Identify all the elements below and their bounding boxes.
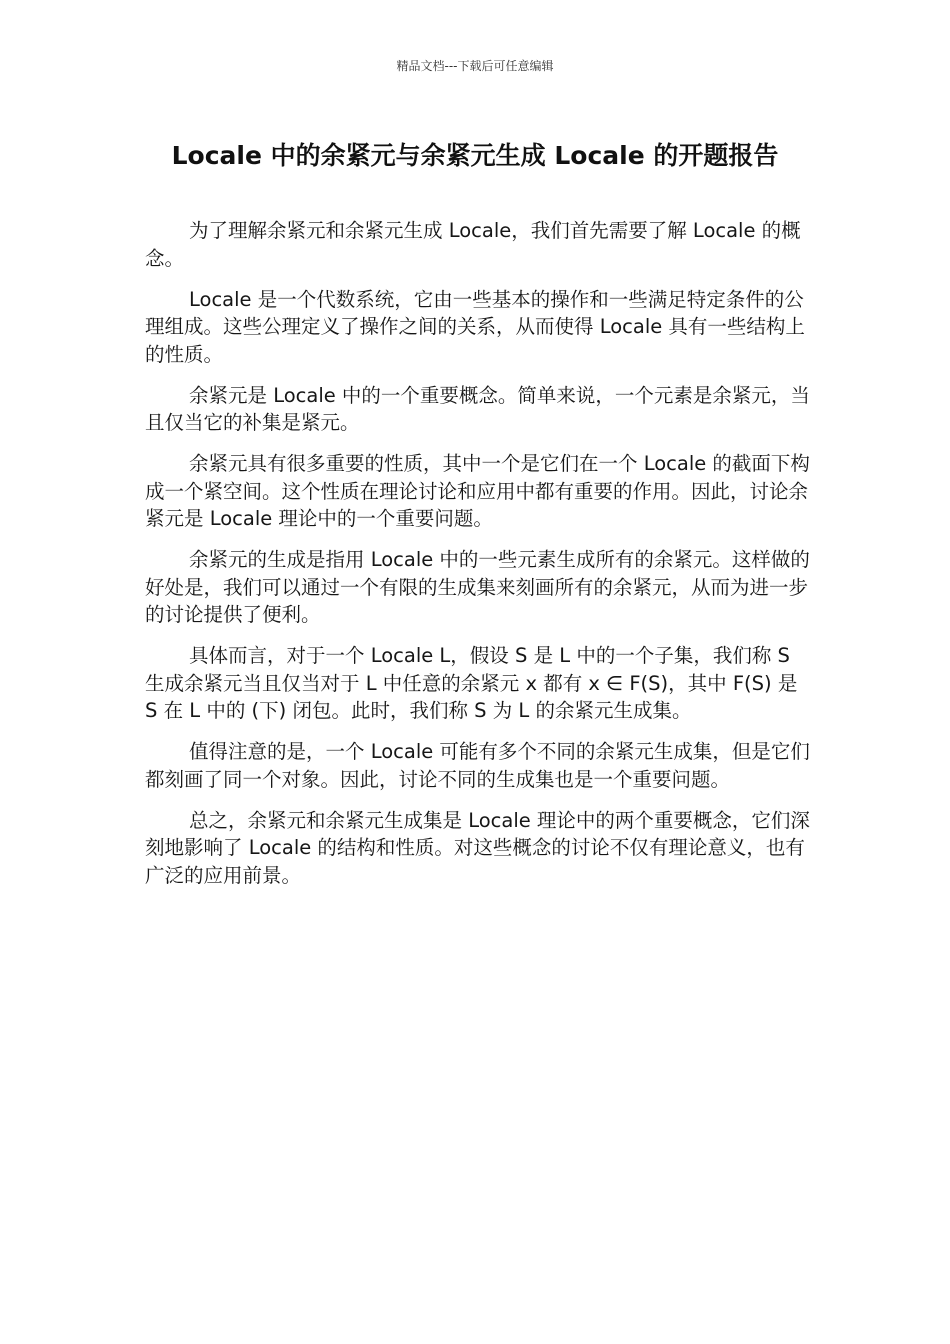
document-title: Locale 中的余紧元与余紧元生成 Locale 的开题报告 (171, 141, 779, 170)
paragraph-5: 余紧元的生成是指用 Locale 中的一些元素生成所有的余紧元。这样做的好处是，我们可以通过一个有限的生成集来刻画所有的余紧元，从而为进一步的讨论提供了便利。 (145, 548, 810, 626)
paragraph-8: 总之，余紧元和余紧元生成集是 Locale 理论中的两个重要概念，它们深刻地影响了 Locale 的结构和性质。对这些概念的讨论不仅有理论意义，也有广泛的应用前景。 (145, 808, 810, 887)
paragraph-7: 值得注意的是，一个 Locale 可能有多个不同的余紧元生成集，但是它们都刻画了同一个对象。因此，讨论不同的生成集也是一个重要问题。 (145, 740, 810, 791)
paragraph-2: Locale 是一个代数系统，它由一些基本的操作和一些满足特定条件的公理组成。这些公理定义了操作之间的关系，从而使得 Locale 具有一些结构上的性质。 (145, 287, 805, 366)
document-body (145, 217, 813, 903)
paragraph-3: 余紧元是 Locale 中的一个重要概念。简单来说，一个元素是余紧元，当且仅当它的补集是紧元。 (145, 383, 810, 434)
paragraph-1: 为了理解余紧元和余紧元生成 Locale，我们首先需要了解 Locale 的概念。 (145, 219, 801, 270)
paragraph-6: 具体而言，对于一个 Locale L，假设 S 是 L 中的一个子集，我们称 S 生成余紧元当且仅当对于 L 中任意的余紧元 x 都有 x ∈ F(S)，其中 F(S) 是 S 在 L 中的 (下) 闭包。此时，我们称 S 为 L 的余紧元生成集。 (145, 644, 798, 722)
page-header: 精品文档---下载后可任意编辑 (396, 59, 554, 73)
paragraph-4: 余紧元具有很多重要的性质，其中一个是它们在一个 Locale 的截面下构成一个紧空间。这个性质在理论讨论和应用中都有重要的作用。因此，讨论余紧元是 Locale 理论中的一个重要问题。 (145, 452, 810, 530)
